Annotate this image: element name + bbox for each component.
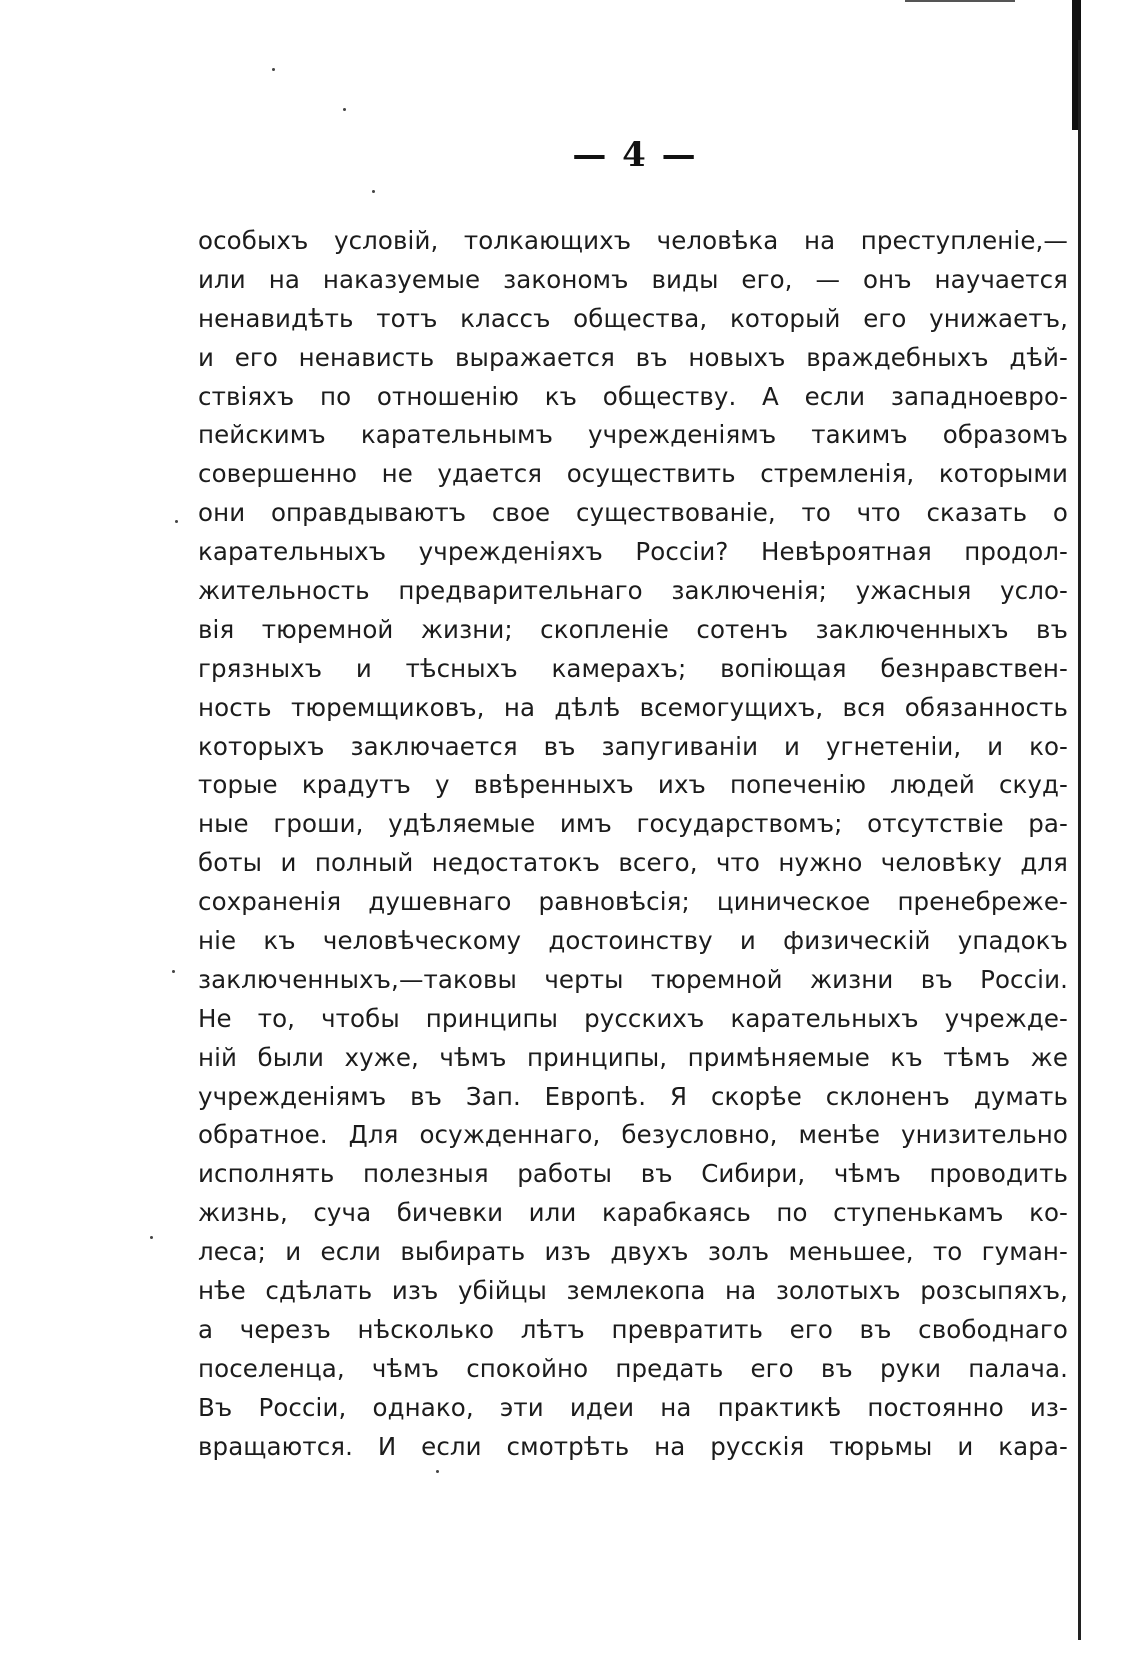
text-line: или на наказуемые закономъ виды его, — онъ научается bbox=[198, 264, 1068, 294]
text-line: боты и полный недостатокъ всего, что нужно человѣку для bbox=[198, 848, 1068, 878]
text-line: они оправдываютъ свое существованіе, то что сказать о bbox=[198, 498, 1068, 528]
text-line: учрежденіямъ въ Зап. Европѣ. Я скорѣе склоненъ думать bbox=[198, 1081, 1068, 1111]
text-line: ніе къ человѣческому достоинству и физическій упадокъ bbox=[198, 926, 1068, 956]
body-text bbox=[198, 222, 1068, 1467]
text-line: ствіяхъ по отношенію къ обществу. А если западноевро- bbox=[198, 381, 1068, 411]
text-line: карательныхъ учрежденіяхъ Россіи? Невѣроятная продол- bbox=[198, 537, 1068, 567]
text-line: ность тюремщиковъ, на дѣлѣ всемогущихъ, вся обязанность bbox=[198, 692, 1068, 722]
text-line: вія тюремной жизни; скопленіе сотенъ заключенныхъ въ bbox=[198, 614, 1068, 644]
text-line: торые крадутъ у ввѣренныхъ ихъ попеченію людей скуд- bbox=[198, 770, 1068, 800]
text-line: а черезъ нѣсколько лѣтъ превратить его въ свободнаго bbox=[198, 1314, 1068, 1344]
text-line: особыхъ условій, толкающихъ человѣка на преступленіе,— bbox=[198, 226, 1068, 255]
print-speck bbox=[175, 520, 178, 523]
print-speck bbox=[272, 68, 275, 71]
text-line: пейскимъ карательнымъ учрежденіямъ такимъ образомъ bbox=[198, 420, 1068, 450]
text-line: вращаются. И если смотрѣть на русскія тюрьмы и кара- bbox=[198, 1431, 1068, 1461]
print-speck bbox=[372, 190, 375, 193]
print-speck bbox=[343, 108, 346, 111]
text-line: Не то, чтобы принципы русскихъ карательныхъ учрежде- bbox=[198, 1003, 1068, 1033]
text-line: жительность предварительнаго заключенія; ужасныя усло- bbox=[198, 576, 1068, 606]
text-line: нѣе сдѣлать изъ убійцы землекопа на золотыхъ розсыпяхъ, bbox=[198, 1276, 1068, 1306]
text-line: поселенца, чѣмъ спокойно предать его въ руки палача. bbox=[198, 1353, 1068, 1383]
text-line: Въ Россіи, однако, эти идеи на практикѣ постоянно из- bbox=[198, 1392, 1068, 1422]
text-line: жизнь, суча бичевки или карабкаясь по ступенькамъ ко- bbox=[198, 1198, 1068, 1228]
text-line: обратное. Для осужденнаго, безусловно, менѣе унизительно bbox=[198, 1120, 1068, 1150]
page-number: — 4 — bbox=[572, 135, 698, 175]
print-speck bbox=[436, 1470, 439, 1473]
text-line: грязныхъ и тѣсныхъ камерахъ; вопіющая безнравствен- bbox=[198, 653, 1068, 683]
print-speck bbox=[172, 970, 175, 973]
text-line: ненавидѣть тотъ классъ общества, который его унижаетъ, bbox=[198, 303, 1068, 333]
print-speck bbox=[150, 1236, 153, 1239]
text-line: ній были хуже, чѣмъ принципы, примѣняемые къ тѣмъ же bbox=[198, 1042, 1068, 1072]
page-edge-line bbox=[1078, 40, 1081, 1640]
text-line: которыхъ заключается въ запугиваніи и угнетеніи, и ко- bbox=[198, 731, 1068, 761]
text-line: и его ненависть выражается въ новыхъ враждебныхъ дѣй- bbox=[198, 342, 1068, 372]
text-line: леса; и если выбирать изъ двухъ золъ меньшее, то гуман- bbox=[198, 1237, 1068, 1267]
text-line: ные гроши, удѣляемые имъ государствомъ; отсутствіе ра- bbox=[198, 809, 1068, 839]
top-edge-mark bbox=[905, 0, 1015, 2]
text-line: исполнять полезныя работы въ Сибири, чѣмъ проводить bbox=[198, 1159, 1068, 1189]
text-line: совершенно не удается осуществить стремленія, которыми bbox=[198, 459, 1068, 489]
text-line: сохраненія душевнаго равновѣсія; циническое пренебреже- bbox=[198, 887, 1068, 917]
text-line: заключенныхъ,—таковы черты тюремной жизни въ Россіи. bbox=[198, 964, 1068, 994]
